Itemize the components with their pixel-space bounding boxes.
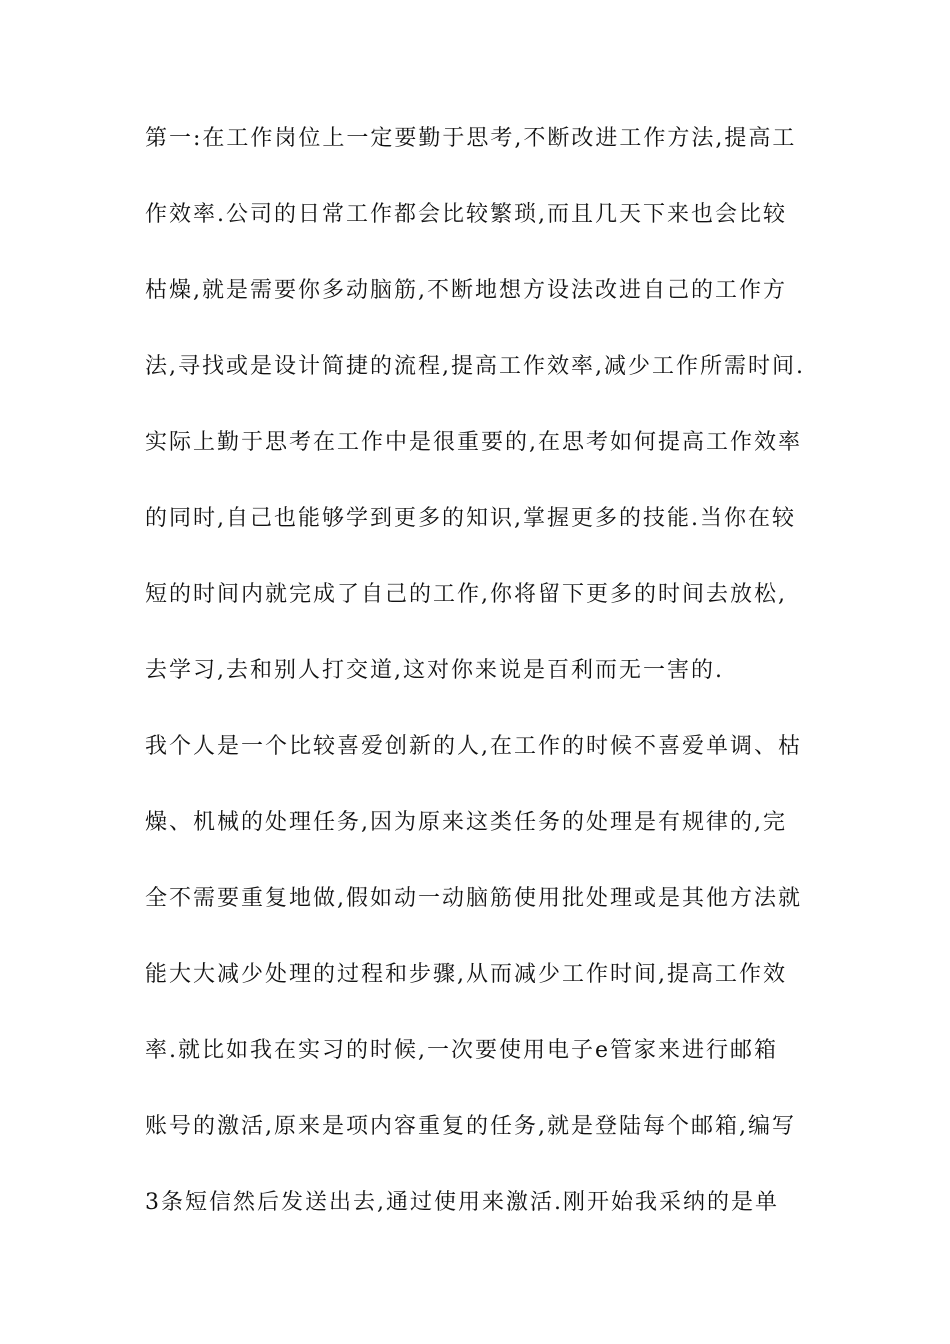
text-line-9: 我个人是一个比较喜爱创新的人,在工作的时候不喜爱单调、枯 xyxy=(145,734,802,759)
text-line-10: 燥、机械的处理任务,因为原来这类任务的处理是有规律的,完 xyxy=(145,810,787,835)
text-line-6: 的同时,自己也能够学到更多的知识,掌握更多的技能.当你在较 xyxy=(145,506,796,531)
text-line-13: 率.就比如我在实习的时候,一次要使用电子e管家来进行邮箱 xyxy=(145,1038,779,1063)
text-line-11: 全不需要重复地做,假如动一动脑筋使用批处理或是其他方法就 xyxy=(145,886,802,911)
text-line-3: 枯燥,就是需要你多动脑筋,不断地想方设法改进自己的工作方 xyxy=(145,278,787,303)
text-line-1: 第一:在工作岗位上一定要勤于思考,不断改进工作方法,提高工 xyxy=(145,126,797,151)
text-line-5: 实际上勤于思考在工作中是很重要的,在思考如何提高工作效率 xyxy=(145,430,802,455)
text-line-7: 短的时间内就完成了自己的工作,你将留下更多的时间去放松, xyxy=(145,582,787,607)
text-line-15: 3条短信然后发送出去,通过使用来激活.刚开始我采纳的是单 xyxy=(145,1190,779,1215)
text-line-12: 能大大减少处理的过程和步骤,从而减少工作时间,提高工作效 xyxy=(145,962,787,987)
text-line-14: 账号的激活,原来是项内容重复的任务,就是登陆每个邮箱,编写 xyxy=(145,1114,796,1139)
document-body xyxy=(145,126,810,1215)
text-line-8: 去学习,去和别人打交道,这对你来说是百利而无一害的. xyxy=(145,658,724,683)
text-line-2: 作效率.公司的日常工作都会比较繁琐,而且几天下来也会比较 xyxy=(145,202,787,227)
text-line-4: 法,寻找或是设计简捷的流程,提高工作效率,减少工作所需时间. xyxy=(145,354,805,379)
